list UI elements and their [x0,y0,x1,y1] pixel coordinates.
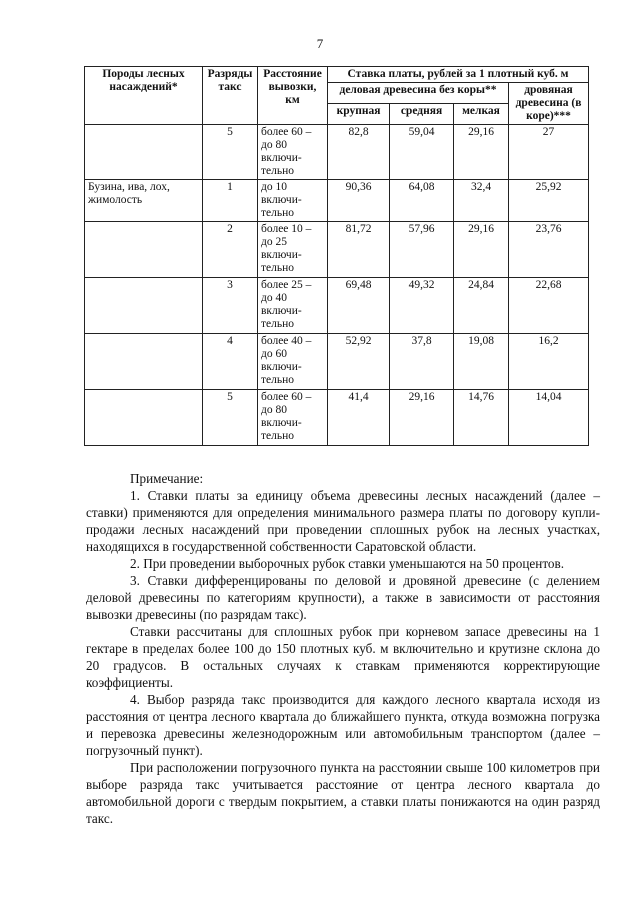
rates-table [84,66,589,446]
fuel-cell: 16,2 [509,334,589,390]
fuel-cell: 22,68 [509,278,589,334]
header-fuel-wood: дровяная древесина (в коре)*** [509,83,589,125]
medium-cell: 64,08 [390,180,454,222]
large-cell: 81,72 [328,222,390,278]
header-business-wood: деловая древесина без коры** [328,83,509,104]
rank-cell: 4 [203,334,258,390]
note-paragraph: 3. Ставки дифференцированы по деловой и дровяной древесине (с делением деловой древесины по категориям крупности), а также в зависимости от расстояния вывозки древесины (по разрядам такс). [86,573,600,622]
fuel-cell: 25,92 [509,180,589,222]
species-cell [85,125,203,180]
species-cell [85,278,203,334]
fuel-cell: 27 [509,125,589,180]
note-paragraph: Ставки рассчитаны для сплошных рубок при корневом запасе древесины на 1 гектаре в пределах более 100 до 150 плотных куб. м включительно и крутизне склона до 20 градусов. В остальных случаях к ставкам применяются корректирующие коэффициенты. [86,624,600,690]
medium-cell: 29,16 [390,390,454,446]
header-medium: средняя [390,104,454,125]
table-row [85,180,589,222]
small-cell: 19,08 [454,334,509,390]
rank-cell: 3 [203,278,258,334]
fuel-cell: 14,04 [509,390,589,446]
species-cell: Бузина, ива, лох, жимолость [85,180,203,222]
note-paragraph: 2. При проведении выборочных рубок ставки уменьшаются на 50 процентов. [130,556,565,571]
small-cell: 29,16 [454,125,509,180]
table-row [85,334,589,390]
notes-title: Примечание: [130,471,204,486]
header-rank: Разряды такс [203,67,258,125]
table-row [85,390,589,446]
table-row [85,222,589,278]
large-cell: 82,8 [328,125,390,180]
distance-cell: более 60 – до 80 включи-тельно [258,125,328,180]
distance-cell: до 10 включи-тельно [258,180,328,222]
large-cell: 52,92 [328,334,390,390]
page-number: 7 [316,36,324,51]
rank-cell: 5 [203,390,258,446]
note-paragraph: 4. Выбор разряда такс производится для каждого лесного квартала исходя из расстояния от центра лесного квартала до ближайшего пункта, откуда возможна погрузка и перевозка древесины железнодорожным или автомобильным транспортом (далее – погрузочный пункт). [86,692,600,758]
distance-cell: более 25 – до 40 включи-тельно [258,278,328,334]
rank-cell: 2 [203,222,258,278]
table-row [85,125,589,180]
species-cell [85,222,203,278]
medium-cell: 49,32 [390,278,454,334]
header-rate: Ставка платы, рублей за 1 плотный куб. м [328,67,589,83]
large-cell: 69,48 [328,278,390,334]
rank-cell: 5 [203,125,258,180]
note-paragraph: При расположении погрузочного пункта на расстоянии свыше 100 километров при выборе разряда такс учитывается расстояние от центра лесного квартала до автомобильной дороги с твердым покрытием, а ставки платы понижаются на один разряд такс. [86,760,600,826]
distance-cell: более 60 – до 80 включи-тельно [258,390,328,446]
large-cell: 90,36 [328,180,390,222]
small-cell: 29,16 [454,222,509,278]
notes-section [86,470,600,827]
table-row [85,278,589,334]
distance-cell: более 40 – до 60 включи-тельно [258,334,328,390]
large-cell: 41,4 [328,390,390,446]
species-cell [85,334,203,390]
medium-cell: 37,8 [390,334,454,390]
species-cell [85,390,203,446]
note-paragraph: 1. Ставки платы за единицу объема древесины лесных насаждений (далее – ставки) применяются для определения минимального размера платы по договору купли-продажи лесных насаждений при проведении сплошных рубок на лесных участках, находящихся в государственной собственности Саратовской области. [86,488,600,554]
distance-cell: более 10 – до 25 включи-тельно [258,222,328,278]
header-species: Породы лесных насаждений* [85,67,203,125]
fuel-cell: 23,76 [509,222,589,278]
header-small: мелкая [454,104,509,125]
small-cell: 32,4 [454,180,509,222]
medium-cell: 57,96 [390,222,454,278]
small-cell: 24,84 [454,278,509,334]
header-distance: Расстояние вывозки, км [258,67,328,125]
header-large: крупная [328,104,390,125]
small-cell: 14,76 [454,390,509,446]
rank-cell: 1 [203,180,258,222]
medium-cell: 59,04 [390,125,454,180]
